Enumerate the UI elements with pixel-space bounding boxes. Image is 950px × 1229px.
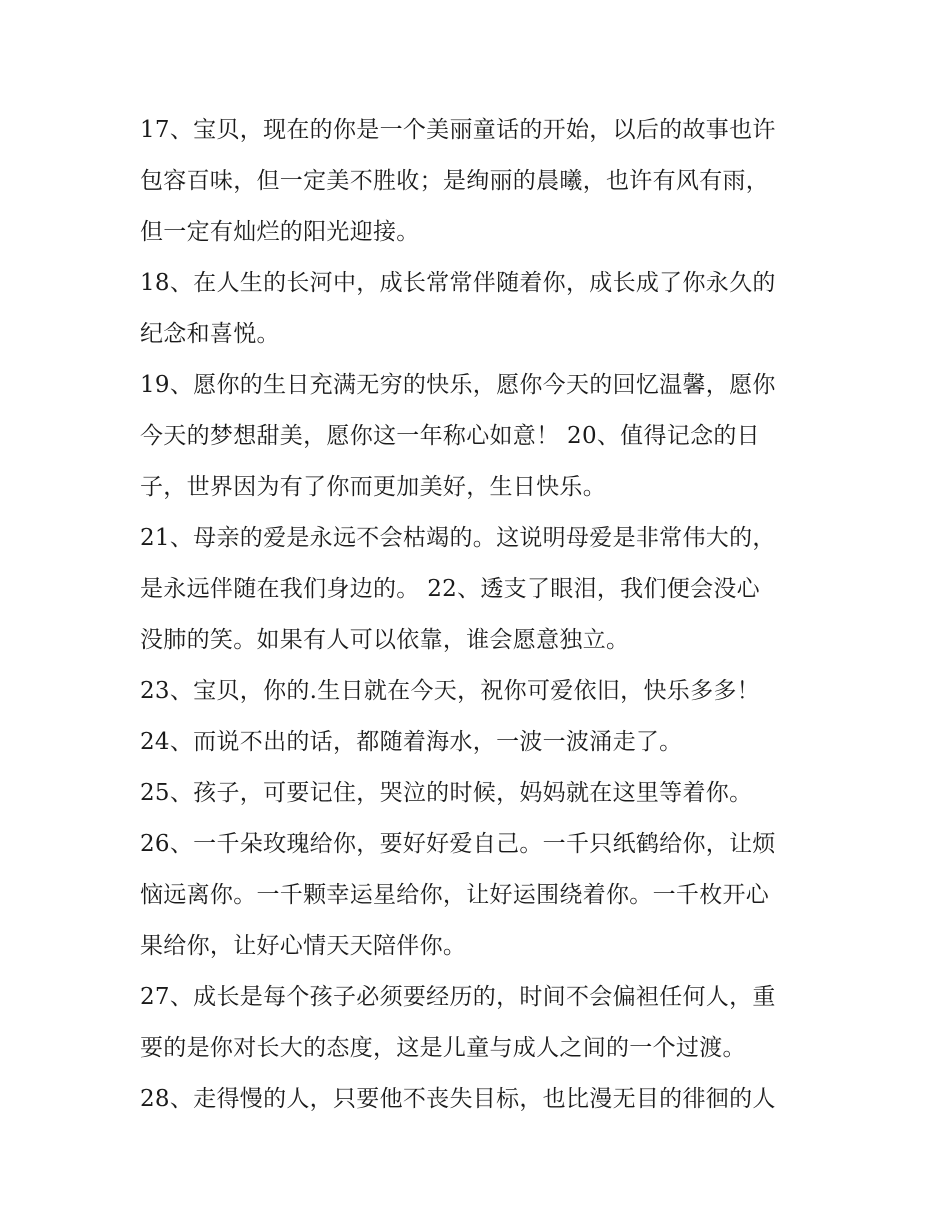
text-line-5: 纪念和喜悦。 [140, 321, 280, 347]
text-line-3: 但一定有灿烂的阳光迎接。 [140, 219, 420, 245]
text-line-9: 21、母亲的爱是永远不会枯竭的。这说明母爱是非常伟大的， [140, 525, 776, 551]
text-line-13: 24、而说不出的话，都随着海水，一波一波涌走了。 [140, 729, 683, 755]
text-line-4: 18、在人生的长河中，成长常常伴随着你，成长成了你永久的 [140, 270, 776, 296]
document-body [140, 105, 815, 1125]
text-line-1: 17、宝贝，现在的你是一个美丽童话的开始，以后的故事也许 [140, 117, 776, 143]
text-line-15: 26、一千朵玫瑰给你，要好好爱自己。一千只纸鹤给你，让烦 [140, 831, 776, 857]
text-line-2: 包容百味，但一定美不胜收；是绚丽的晨曦，也许有风有雨， [140, 168, 770, 194]
text-line-20: 28、走得慢的人，只要他不丧失目标，也比漫无目的徘徊的人 [140, 1086, 776, 1112]
text-line-12: 23、宝贝，你的.生日就在今天，祝你可爱依旧，快乐多多！ [140, 678, 760, 704]
text-line-7: 今天的梦想甜美，愿你这一年称心如意！ 20、值得记念的日 [140, 423, 760, 449]
text-line-11: 没肺的笑。如果有人可以依靠，谁会愿意独立。 [140, 627, 630, 653]
text-line-19: 要的是你对长大的态度，这是儿童与成人之间的一个过渡。 [140, 1035, 746, 1061]
text-line-6: 19、愿你的生日充满无穷的快乐，愿你今天的回忆温馨，愿你 [140, 372, 776, 398]
text-line-16: 恼远离你。一千颗幸运星给你，让好运围绕着你。一千枚开心 [140, 882, 770, 908]
text-line-18: 27、成长是每个孩子必须要经历的，时间不会偏袒任何人，重 [140, 984, 776, 1010]
text-line-10: 是永远伴随在我们身边的。 22、透支了眼泪，我们便会没心 [140, 576, 760, 602]
text-line-8: 子，世界因为有了你而更加美好，生日快乐。 [140, 474, 606, 500]
text-line-14: 25、孩子，可要记住，哭泣的时候，妈妈就在这里等着你。 [140, 780, 753, 806]
text-line-17: 果给你，让好心情天天陪伴你。 [140, 933, 467, 959]
